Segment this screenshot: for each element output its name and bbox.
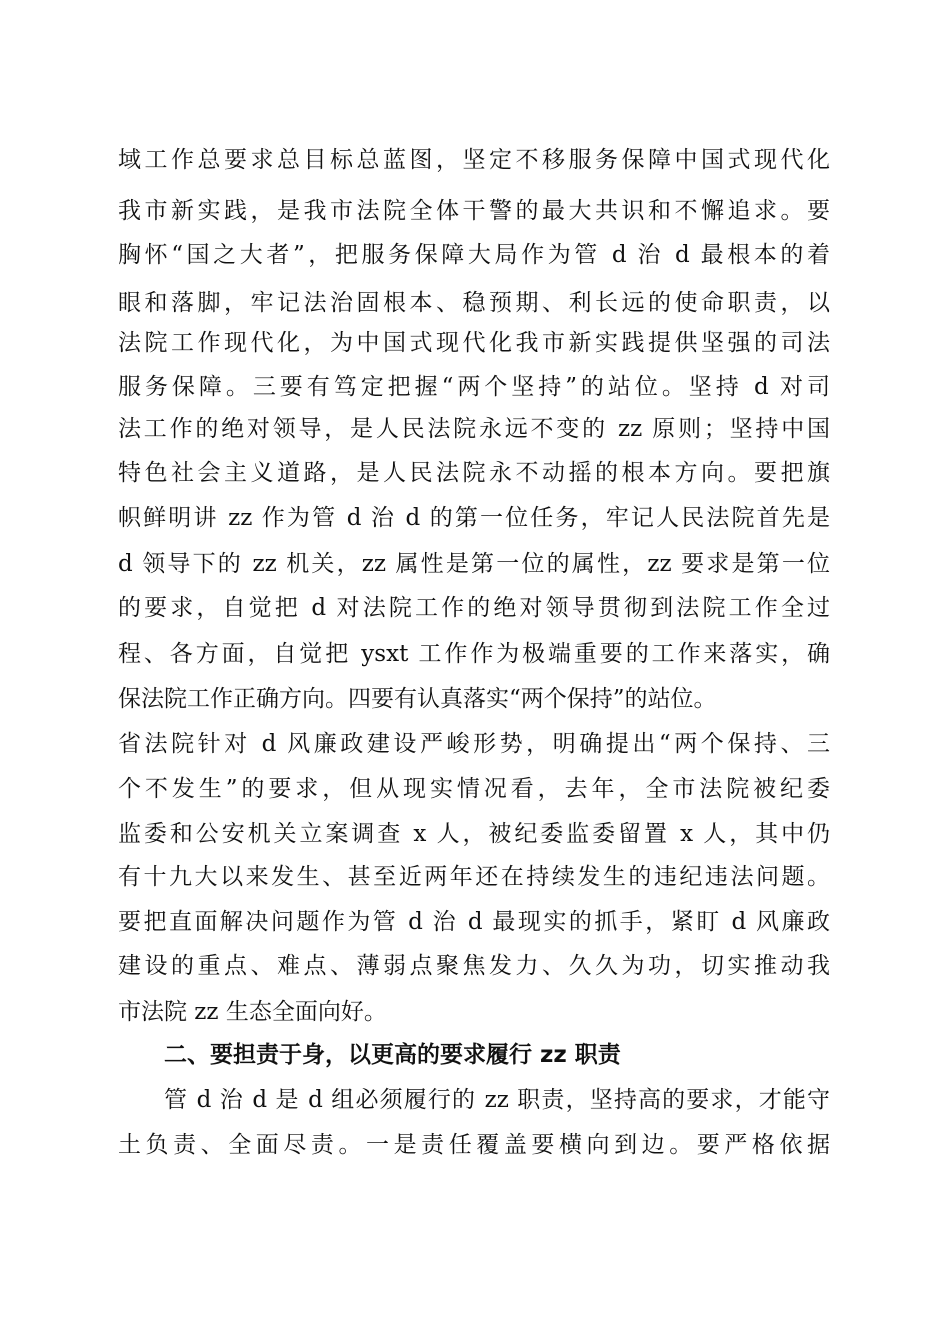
body-line: 管 d 治 d 是 d 组必须履行的 zz 职责，坚持高的要求，才能守 <box>164 1087 830 1113</box>
body-line: 帜鲜明讲 zz 作为管 d 治 d 的第一位任务，牢记人民法院首先是 <box>118 505 830 531</box>
body-line: 市法院 zz 生态全面向好。 <box>118 999 387 1025</box>
body-line: 服务保障。三要有笃定把握“两个坚持”的站位。坚持 d 对司 <box>118 374 830 400</box>
body-line: 眼和落脚，牢记法治固根本、稳预期、利长远的使命职责，以 <box>118 290 830 316</box>
body-line: 有十九大以来发生、甚至近两年还在持续发生的违纪违法问题。 <box>118 864 830 890</box>
body-line: 我市新实践，是我市法院全体干警的最大共识和不懈追求。要 <box>118 198 830 224</box>
body-line: 胸怀“国之大者”，把服务保障大局作为管 d 治 d 最根本的着 <box>118 242 830 268</box>
body-line: 要把直面解决问题作为管 d 治 d 最现实的抓手，紧盯 d 风廉政 <box>118 909 830 935</box>
body-line: 监委和公安机关立案调查 x 人，被纪委监委留置 x 人，其中仍 <box>118 821 830 847</box>
body-line: 域工作总要求总目标总蓝图，坚定不移服务保障中国式现代化 <box>118 147 830 173</box>
body-line: d 领导下的 zz 机关，zz 属性是第一位的属性，zz 要求是第一位 <box>118 551 831 577</box>
body-line: 法院工作现代化，为中国式现代化我市新实践提供坚强的司法 <box>118 330 830 356</box>
body-line: 建设的重点、难点、薄弱点聚焦发力、久久为功，切实推动我 <box>118 953 830 979</box>
body-line: 特色社会主义道路，是人民法院永不动摇的根本方向。要把旗 <box>118 460 830 486</box>
body-line: 法工作的绝对领导，是人民法院永远不变的 zz 原则；坚持中国 <box>118 416 830 442</box>
body-line: 保法院工作正确方向。四要有认真落实“两个保持”的站位。 <box>118 686 717 712</box>
body-line: 程、各方面，自觉把 ysxt 工作作为极端重要的工作来落实，确 <box>118 641 830 667</box>
section-heading: 二、要担责于身，以更高的要求履行 zz 职责 <box>164 1042 621 1068</box>
body-line: 的要求，自觉把 d 对法院工作的绝对领导贯彻到法院工作全过 <box>118 595 830 621</box>
body-line: 个不发生”的要求，但从现实情况看，去年，全市法院被纪委 <box>118 776 830 802</box>
body-line: 省法院针对 d 风廉政建设严峻形势，明确提出“两个保持、三 <box>118 731 830 757</box>
body-line: 土负责、全面尽责。一是责任覆盖要横向到边。要严格依据 <box>118 1132 830 1158</box>
